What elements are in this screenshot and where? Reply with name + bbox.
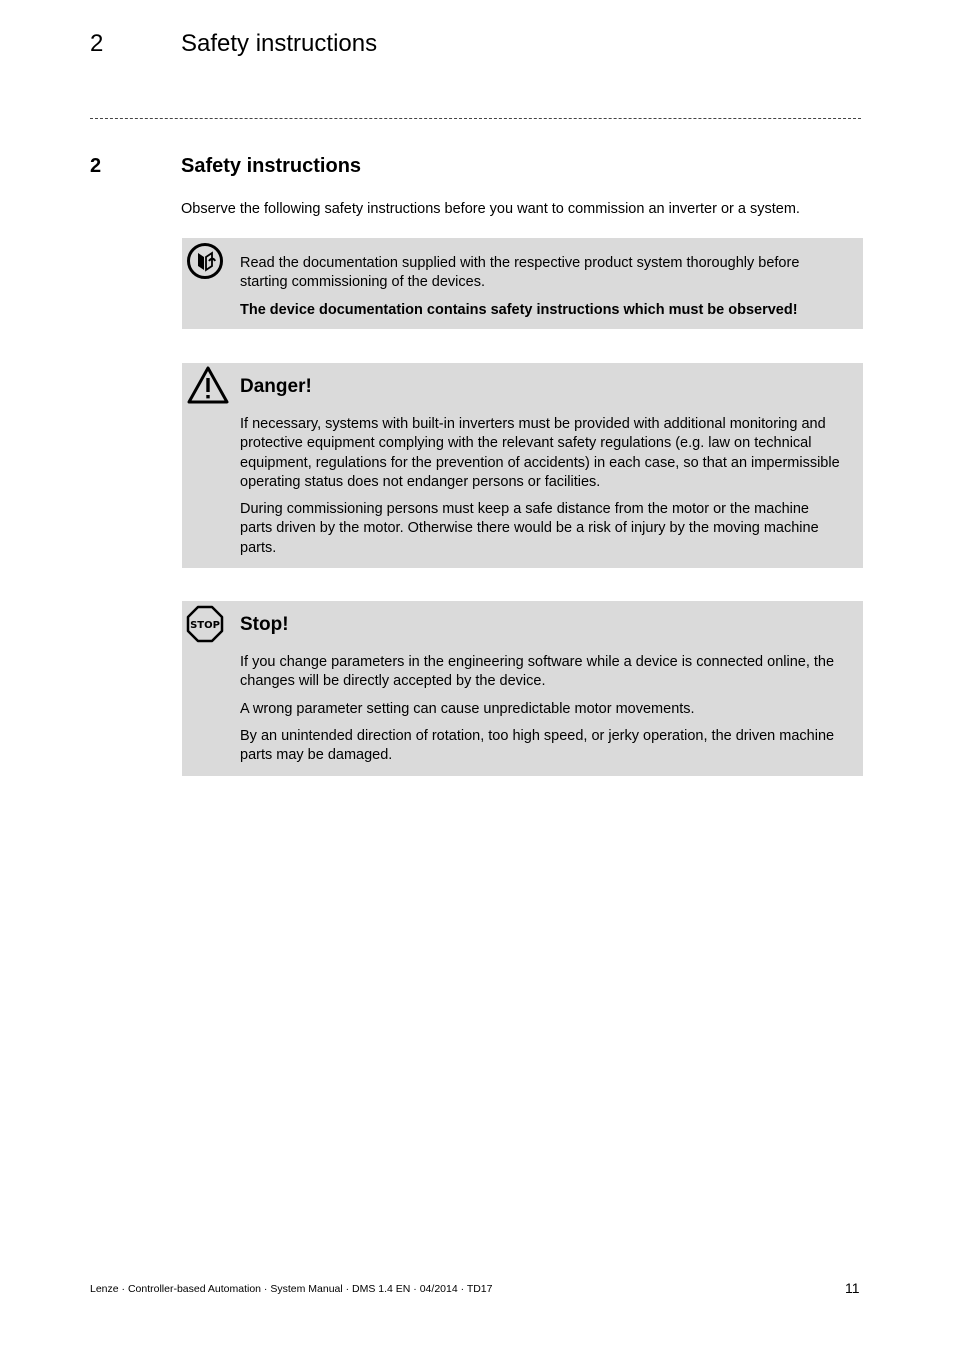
section-number: 2 (90, 155, 102, 177)
svg-text:STOP: STOP (190, 620, 220, 631)
warning-triangle-icon (186, 365, 230, 410)
stop-paragraph: If you change parameters in the engineering software while a device is connected online, the changes will be directly accepted by the device. (240, 654, 835, 690)
stop-paragraph: By an unintended direction of rotation, too high speed, or jerky operation, the driven machine parts may be damaged. (240, 727, 835, 764)
page-number: 11 (845, 1280, 860, 1296)
stop-content (240, 613, 845, 773)
section-title: Safety instructions (181, 155, 362, 177)
chapter-title: Safety instructions (181, 30, 378, 57)
info-content (240, 254, 845, 328)
stop-paragraph: A wrong parameter setting can cause unpredictable motor movements. (240, 700, 695, 717)
stop-heading: Stop! (240, 614, 289, 635)
chapter-number: 2 (90, 30, 104, 57)
info-box (182, 238, 863, 329)
header-divider (90, 118, 861, 119)
danger-paragraph: If necessary, systems with built-in inverters must be provided with additional monitoring and protective equipment complying with the relevant safety regulations (e.g. law on technical equipment, regulations for the prevention of accidents) in each case, so that an impermissible operating status does not endanger persons or facilities. (240, 416, 840, 490)
danger-paragraph: During commissioning persons must keep a safe distance from the motor or the machine parts driven by the motor. Otherwise there would be a risk of injury by the moving machine parts. (240, 501, 819, 556)
footer-text: Lenze · Controller-based Automation · System Manual · DMS 1.4 EN · 04/2014 · TD17 (90, 1283, 493, 1295)
danger-heading: Danger! (240, 376, 312, 397)
danger-box (182, 363, 863, 568)
read-manual-icon (186, 242, 224, 285)
info-text: Read the documentation supplied with the respective product system thoroughly before starting commissioning of the devices. (240, 255, 800, 291)
stop-box (182, 601, 863, 776)
intro-text: Observe the following safety instructions before you want to commission an inverter or a system. (181, 201, 800, 217)
stop-sign-icon (186, 605, 224, 648)
info-emphasis: The device documentation contains safety instructions which must be observed! (240, 301, 798, 318)
danger-content (240, 375, 845, 566)
